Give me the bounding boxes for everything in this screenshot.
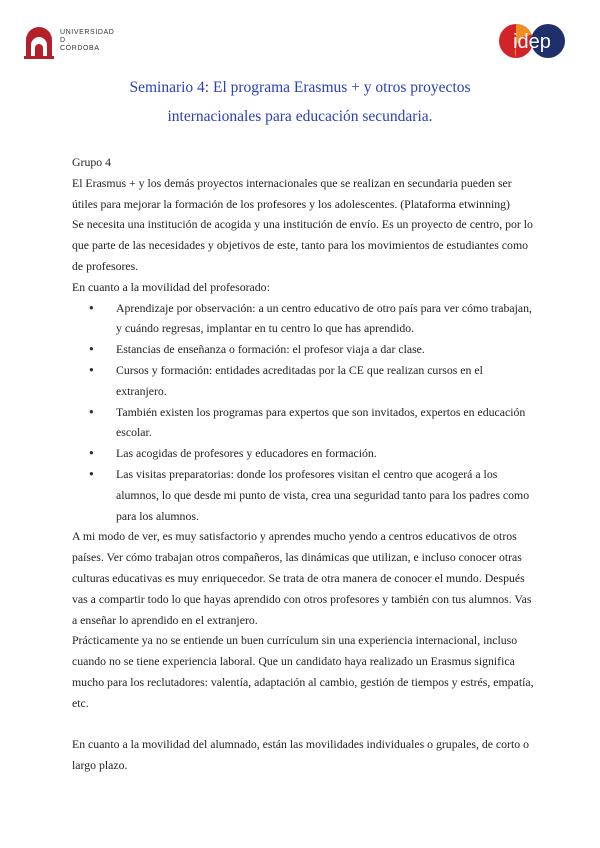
uco-crest-icon xyxy=(22,26,56,62)
document-body xyxy=(72,152,534,776)
list-item: ● Estancias de enseñanza o formación: el profesor viaja a dar clase. xyxy=(116,339,534,360)
list-item: ● Cursos y formación: entidades acreditadas por la CE que realizan cursos en el extranjero. xyxy=(116,360,534,402)
page-title: Seminario 4: El programa Erasmus + y otros proyectos internacionales para educación secundaria. xyxy=(129,79,471,125)
list-item: ● Las visitas preparatorias: donde los profesores visitan el centro que acogerá a los alumnos, lo que desde mi punto de vista, crea una seguridad tanto para los padres como para los alumnos. xyxy=(116,464,534,526)
paragraph: En cuanto a la movilidad del profesorado: xyxy=(72,279,270,294)
page-header xyxy=(0,20,600,66)
list-item: ● Las acogidas de profesores y educadores en formación. xyxy=(116,443,534,464)
paragraph: Prácticamente ya no se entiende un buen currículum sin una experiencia internacional, incluso cuando no se tiene experiencia laboral. Que un candidato haya realizado un Erasmus significa mucho para los reclutadores: valentía, adaptación al cambio, gestión de tiempos y estrés, empatía, etc. xyxy=(72,633,534,710)
paragraph: A mi modo de ver, es muy satisfactorio y aprendes mucho yendo a centros educativos de otros países. Ver cómo trabajan otros compañeros, las dinámicas que utilizan, e incluso conocer otras culturas educativas es muy enriquecedor. Se trata de otra manera de conocer el mundo. Después vas a compartir todo lo que hayas aprendido con otros profesores y también con tus alumnos. Vas a enseñar lo aprendido en el extranjero. xyxy=(72,529,532,627)
paragraph: Se necesita una institución de acogida y una institución de envío. Es un proyecto de centro, por lo que parte de las necesidades y objetivos de este, tanto para los movimientos de estudiantes como de profesores. xyxy=(72,217,533,273)
idep-logo xyxy=(497,21,567,61)
list-item: ● Aprendizaje por observación: a un centro educativo de otro país para ver cómo trabajan, y cuándo regresas, implantar en tu centro lo que has aprendido. xyxy=(116,298,534,340)
group-label: Grupo 4 xyxy=(72,155,111,169)
bullet-list xyxy=(72,298,534,527)
paragraph: En cuanto a la movilidad del alumnado, están las movilidades individuales o grupales, de corto o largo plazo. xyxy=(72,737,530,773)
paragraph: El Erasmus + y los demás proyectos internacionales que se realizan en secundaria pueden ser útiles para mejorar la formación de los profesores y los adolescentes. (Plataforma etwinning) xyxy=(72,175,512,211)
list-item: ● También existen los programas para expertos que son invitados, expertos en educación escolar. xyxy=(116,402,534,444)
idep-logo-text: idep xyxy=(513,31,551,53)
paragraph-gap xyxy=(72,714,534,735)
university-name: UNIVERSIDAD D CÓRDOBA xyxy=(60,29,115,52)
